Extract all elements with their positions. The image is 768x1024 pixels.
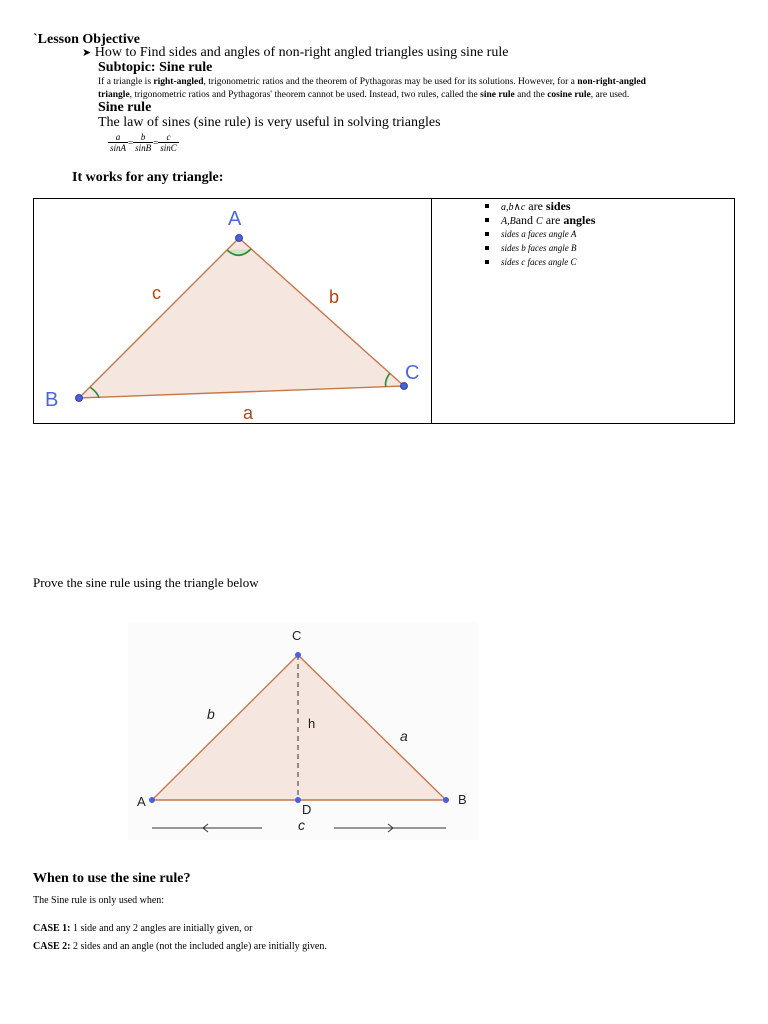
sine-rule-heading: Sine rule [98,100,152,115]
fraction-c: $\frac{c}{\sin C}$ [160,132,177,153]
proof-vertex-c-label: C [292,628,302,643]
proof-side-b-label: b [207,706,215,722]
proof-vertex-a-label: A [137,794,146,809]
equals-sign: = [128,138,134,149]
intro-bold: right-angled [153,77,204,87]
objective-item [82,45,508,61]
vertex-a-point [236,235,243,242]
sine-rule-description: The law of sines (sine rule) is very useful in solving triangles [98,115,441,130]
intro-text: , trigonometric ratios and Pythagoras' theorem cannot be used. Instead, two rules, called the [129,90,481,100]
triangle-shape [79,238,404,398]
table-divider [431,199,432,423]
subtopic-heading: Subtopic: Sine rule [98,60,213,75]
intro-bold: triangle [98,90,130,100]
intro-paragraph [98,76,738,102]
case-1-label: CASE 1: [33,923,71,934]
proof-vertex-a-point [149,797,155,803]
proof-side-c-label: c [298,817,305,833]
vertex-a-label: A [228,208,242,230]
proof-vertex-d-point [295,797,301,803]
prove-text: Prove the sine rule using the triangle below [33,575,259,590]
proof-triangle-diagram [128,622,478,840]
fraction-b: $\frac{b}{\sin B}$ [135,132,152,153]
objective-text: How to Find sides and angles of non-right angled triangles using sine rule [94,45,509,60]
proof-vertex-b-label: B [458,792,467,807]
side-b-label: b [329,287,340,307]
when-heading: When to use the sine rule? [33,871,191,886]
equals-sign: = [153,138,159,149]
vertex-b-point [76,395,83,402]
case-2-label: CASE 2: [33,941,71,952]
case-2-text: 2 sides and an angle (not the included angle) are initially given. [70,941,327,952]
note-angles: A,Band C are angles [483,213,733,227]
intro-bold: non-right-angled [577,77,646,87]
intro-text: If a triangle is [98,77,154,87]
intro-text: , trigonometric ratios and the theorem of Pythagoras may be used for its solutions. However, for a [203,77,578,87]
triangle-diagram [34,199,431,423]
case-1 [33,923,252,934]
when-intro: The Sine rule is only used when: [33,895,165,906]
works-heading: It works for any triangle: [72,170,224,185]
case-1-text: 1 side and any 2 angles are initially given, or [70,923,253,934]
intro-text: , are used. [590,90,630,100]
fraction-a: $\frac{a}{\sin A}$ [110,132,127,153]
proof-vertex-b-point [443,797,449,803]
intro-bold: cosine rule [547,90,591,100]
proof-vertex-c-point [295,652,301,658]
note-sides: a,b∧c are sides [483,199,733,213]
proof-side-a-label: a [400,728,408,744]
note-side-b: sides b faces angle B [483,241,733,255]
note-side-c: sides c faces angle C [483,255,733,269]
height-label: h [308,716,316,731]
case-2 [33,941,327,952]
arrow-bullet-icon: ➤ [82,47,92,59]
intro-text: and the [514,90,548,100]
notes-list [483,199,733,269]
intro-bold: sine rule [480,90,515,100]
note-side-a: sides a faces angle A [483,227,733,241]
vertex-c-label: C [405,362,420,384]
vertex-b-label: B [45,389,59,411]
side-a-label: a [243,403,254,423]
lesson-objective-heading: `Lesson Objective [33,32,140,47]
proof-vertex-d-label: D [302,802,312,817]
side-c-label: c [152,283,161,303]
sine-rule-formula [108,132,179,153]
